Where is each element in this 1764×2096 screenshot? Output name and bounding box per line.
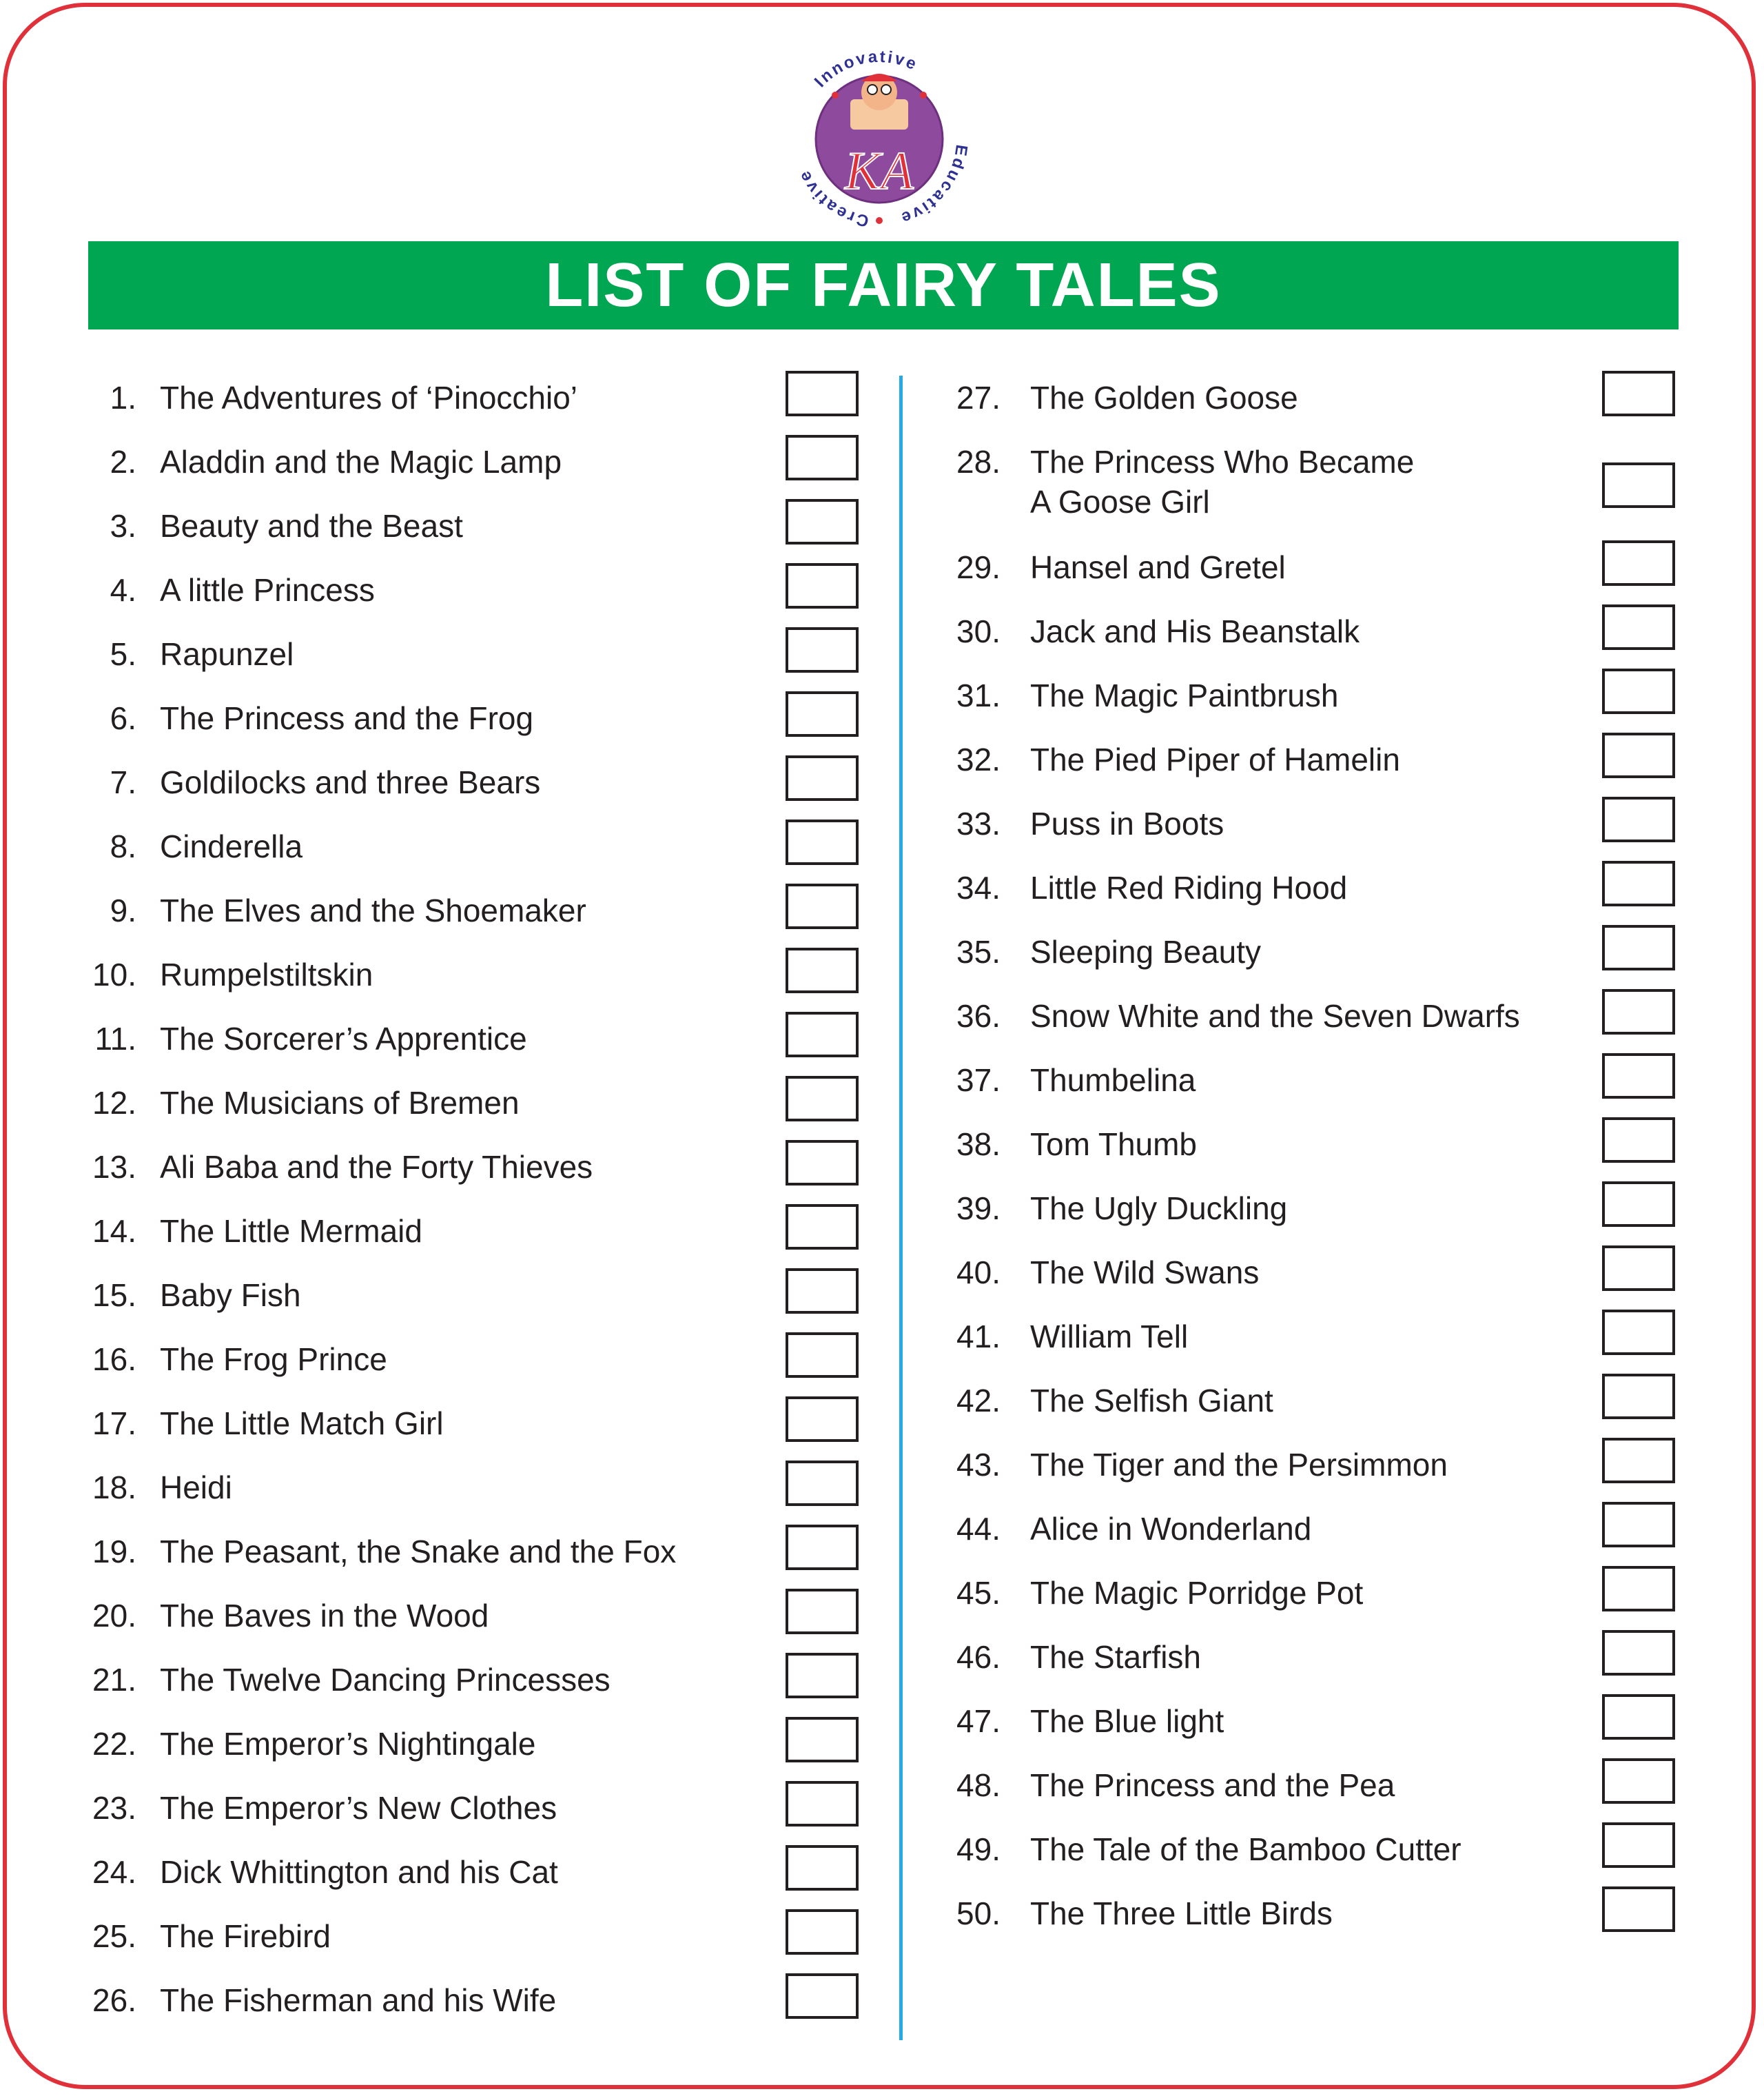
item-title: The Adventures of ‘Pinocchio’ [160,380,578,416]
item-checkbox[interactable] [786,1396,859,1442]
item-title: Aladdin and the Magic Lamp [160,444,562,480]
item-checkbox[interactable] [786,1076,859,1121]
item-number: 47. [956,1703,1001,1739]
logo-emblem [776,36,983,243]
item-number: 13. [92,1149,136,1185]
item-number: 24. [92,1854,136,1890]
item-checkbox[interactable] [1602,1310,1675,1355]
list-item [81,1586,867,1650]
item-title: Beauty and the Beast [160,508,463,544]
list-item [951,1115,1681,1179]
list-item [81,496,867,560]
item-checkbox[interactable] [786,1012,859,1057]
item-number: 26. [92,1982,136,2018]
item-checkbox[interactable] [786,1845,859,1891]
item-number: 45. [956,1575,1001,1611]
item-checkbox[interactable] [1602,1181,1675,1227]
list-item [81,1842,867,1906]
item-checkbox[interactable] [1602,540,1675,586]
item-checkbox[interactable] [1602,1245,1675,1291]
item-checkbox[interactable] [1602,462,1675,508]
item-title: Alice in Wonderland [1030,1511,1312,1547]
item-title: Hansel and Gretel [1030,549,1286,585]
item-title: The Starfish [1030,1639,1201,1675]
item-number: 4. [110,572,136,608]
item-checkbox[interactable] [1602,1438,1675,1483]
item-checkbox[interactable] [1602,371,1675,416]
item-checkbox[interactable] [1602,1886,1675,1932]
list-item [951,1499,1681,1563]
list-item [951,922,1681,986]
item-checkbox[interactable] [1602,861,1675,906]
list-item [951,538,1681,602]
item-title: The Tale of the Bamboo Cutter [1030,1831,1462,1867]
item-checkbox[interactable] [1602,1053,1675,1099]
item-checkbox[interactable] [786,1140,859,1186]
list-item [81,1265,867,1330]
item-checkbox[interactable] [786,499,859,545]
list-item [81,1714,867,1778]
item-title: The Tiger and the Persimmon [1030,1447,1448,1483]
list-item [951,986,1681,1050]
list-item [81,1201,867,1265]
item-checkbox[interactable] [786,1204,859,1250]
item-title: Rapunzel [160,636,294,672]
item-checkbox[interactable] [786,820,859,865]
item-title: The Twelve Dancing Princesses [160,1662,611,1698]
item-number: 35. [956,934,1001,970]
item-title: The Musicians of Bremen [160,1085,520,1121]
column-divider [899,376,903,2040]
list-item [951,1563,1681,1627]
item-number: 7. [110,764,136,800]
item-checkbox[interactable] [786,1717,859,1762]
item-number: 22. [92,1726,136,1762]
item-number: 44. [956,1511,1001,1547]
fairy-tale-list-left [81,368,867,2035]
item-checkbox[interactable] [1602,1694,1675,1740]
item-checkbox[interactable] [786,1909,859,1955]
item-number: 37. [956,1062,1001,1098]
fairy-tale-list-right [951,368,1681,1948]
list-item [81,1073,867,1137]
item-number: 25. [92,1918,136,1954]
list-item [951,432,1681,538]
item-checkbox[interactable] [1602,1566,1675,1611]
list-item [951,1756,1681,1820]
item-number: 23. [92,1790,136,1826]
item-title: The Peasant, the Snake and the Fox [160,1534,677,1569]
item-title: Little Red Riding Hood [1030,870,1348,906]
item-number: 2. [110,444,136,480]
list-item [81,1458,867,1522]
item-checkbox[interactable] [786,627,859,673]
list-item [81,753,867,817]
item-number: 17. [92,1405,136,1441]
item-number: 18. [92,1469,136,1505]
list-item [81,881,867,945]
item-title: The Little Mermaid [160,1213,422,1249]
item-number: 19. [92,1534,136,1569]
item-number: 48. [956,1767,1001,1803]
list-item [951,666,1681,730]
list-item [951,1050,1681,1115]
list-item [81,624,867,689]
item-checkbox[interactable] [786,1461,859,1506]
item-checkbox[interactable] [1602,1630,1675,1676]
item-number: 49. [956,1831,1001,1867]
item-title: Ali Baba and the Forty Thieves [160,1149,593,1185]
item-checkbox[interactable] [1602,925,1675,970]
item-title: Cinderella [160,828,303,864]
item-number: 1. [110,380,136,416]
item-number: 11. [94,1021,136,1057]
list-item [81,1650,867,1714]
list-item [81,1971,867,2035]
item-checkbox[interactable] [786,435,859,480]
item-number: 20. [92,1598,136,1634]
item-number: 5. [110,636,136,672]
list-item [81,1394,867,1458]
list-item [951,1371,1681,1435]
list-item [951,794,1681,858]
item-checkbox[interactable] [1602,1117,1675,1163]
item-title: William Tell [1030,1319,1189,1354]
item-number: 43. [956,1447,1001,1483]
logo-ring-text-top: Innovative [810,47,921,92]
item-number: 14. [92,1213,136,1249]
logo-ring-text-left: Creative [794,166,871,231]
list-item [951,1307,1681,1371]
list-item [81,1330,867,1394]
item-title: The Firebird [160,1918,331,1954]
item-number: 15. [92,1277,136,1313]
logo-monogram: KA [845,141,914,201]
item-title: Heidi [160,1469,232,1505]
item-number: 36. [956,998,1001,1034]
item-checkbox[interactable] [786,884,859,929]
item-checkbox[interactable] [1602,1502,1675,1547]
item-number: 3. [110,508,136,544]
item-title: The Three Little Birds [1030,1895,1333,1931]
item-title: The Emperor’s New Clothes [160,1790,557,1826]
brand-logo [776,36,983,243]
item-title: Rumpelstiltskin [160,957,373,993]
item-title: The Blue light [1030,1703,1224,1739]
item-number: 9. [110,893,136,928]
item-title: The Magic Paintbrush [1030,678,1339,713]
item-title: The Princess Who Became A Goose Girl [1030,444,1415,520]
list-item [81,945,867,1009]
item-title: Baby Fish [160,1277,301,1313]
list-item [81,432,867,496]
item-number: 31. [956,678,1001,713]
item-checkbox[interactable] [1602,1822,1675,1868]
item-title: The Magic Porridge Pot [1030,1575,1364,1611]
item-checkbox[interactable] [786,1589,859,1634]
list-item [951,858,1681,922]
item-title: Sleeping Beauty [1030,934,1262,970]
item-number: 33. [956,806,1001,842]
list-item [81,689,867,753]
item-checkbox[interactable] [786,691,859,737]
item-title: Tom Thumb [1030,1126,1198,1162]
item-title: A little Princess [160,572,375,608]
item-number: 29. [956,549,1001,585]
item-number: 30. [956,613,1001,649]
item-number: 6. [110,700,136,736]
list-item [81,1009,867,1073]
list-item [951,368,1681,432]
item-number: 34. [956,870,1001,906]
list-item [951,1691,1681,1756]
list-item [81,1522,867,1586]
item-title: The Wild Swans [1030,1254,1260,1290]
list-item [81,817,867,881]
item-number: 39. [956,1190,1001,1226]
item-checkbox[interactable] [786,1781,859,1827]
item-number: 41. [956,1319,1001,1354]
item-title: Snow White and the Seven Dwarfs [1030,998,1520,1034]
page-title: LIST OF FAIRY TALES [545,250,1222,320]
item-title: Puss in Boots [1030,806,1224,842]
item-checkbox[interactable] [786,1653,859,1698]
list-item [951,602,1681,666]
item-checkbox[interactable] [1602,604,1675,650]
item-title: The Little Match Girl [160,1405,444,1441]
item-title: The Golden Goose [1030,380,1298,416]
item-number: 50. [956,1895,1001,1931]
list-item [81,1778,867,1842]
item-checkbox[interactable] [786,371,859,416]
item-title: The Princess and the Pea [1030,1767,1395,1803]
item-checkbox[interactable] [786,755,859,801]
item-checkbox[interactable] [786,1332,859,1378]
item-title: The Frog Prince [160,1341,387,1377]
list-item [951,1179,1681,1243]
item-title: Goldilocks and three Bears [160,764,541,800]
list-item [951,1435,1681,1499]
list-item [81,368,867,432]
item-number: 42. [956,1383,1001,1418]
list-item [951,730,1681,794]
list-item [81,560,867,624]
item-title: The Ugly Duckling [1030,1190,1288,1226]
item-number: 40. [956,1254,1001,1290]
item-title: The Sorcerer’s Apprentice [160,1021,527,1057]
item-checkbox[interactable] [786,1525,859,1570]
list-item [951,1243,1681,1307]
logo-ring-text-right: Educative [897,143,971,228]
item-checkbox[interactable] [1602,1374,1675,1419]
item-title: Jack and His Beanstalk [1030,613,1360,649]
item-title: Dick Whittington and his Cat [160,1854,558,1890]
item-title: Thumbelina [1030,1062,1196,1098]
item-number: 38. [956,1126,1001,1162]
item-title: The Baves in the Wood [160,1598,489,1634]
item-number: 27. [956,380,1001,416]
item-number: 8. [110,828,136,864]
item-checkbox[interactable] [1602,1758,1675,1804]
item-number: 10. [92,957,136,993]
item-title: The Emperor’s Nightingale [160,1726,536,1762]
item-title: The Elves and the Shoemaker [160,893,586,928]
item-number: 21. [92,1662,136,1698]
list-item [951,1884,1681,1948]
item-number: 16. [92,1341,136,1377]
item-title: The Selfish Giant [1030,1383,1273,1418]
item-title: The Princess and the Frog [160,700,534,736]
title-banner [88,241,1679,329]
item-checkbox[interactable] [1602,733,1675,778]
item-title: The Pied Piper of Hamelin [1030,742,1400,777]
item-number: 46. [956,1639,1001,1675]
item-checkbox[interactable] [786,1268,859,1314]
item-title: The Fisherman and his Wife [160,1982,557,2018]
item-checkbox[interactable] [1602,669,1675,714]
list-item [951,1820,1681,1884]
list-item [81,1906,867,1971]
item-number: 12. [92,1085,136,1121]
list-item [81,1137,867,1201]
item-number: 32. [956,742,1001,777]
item-checkbox[interactable] [786,1973,859,2019]
item-checkbox[interactable] [786,948,859,993]
item-checkbox[interactable] [1602,797,1675,842]
list-item [951,1627,1681,1691]
item-checkbox[interactable] [1602,989,1675,1035]
item-number: 28. [956,444,1001,480]
item-checkbox[interactable] [786,563,859,609]
